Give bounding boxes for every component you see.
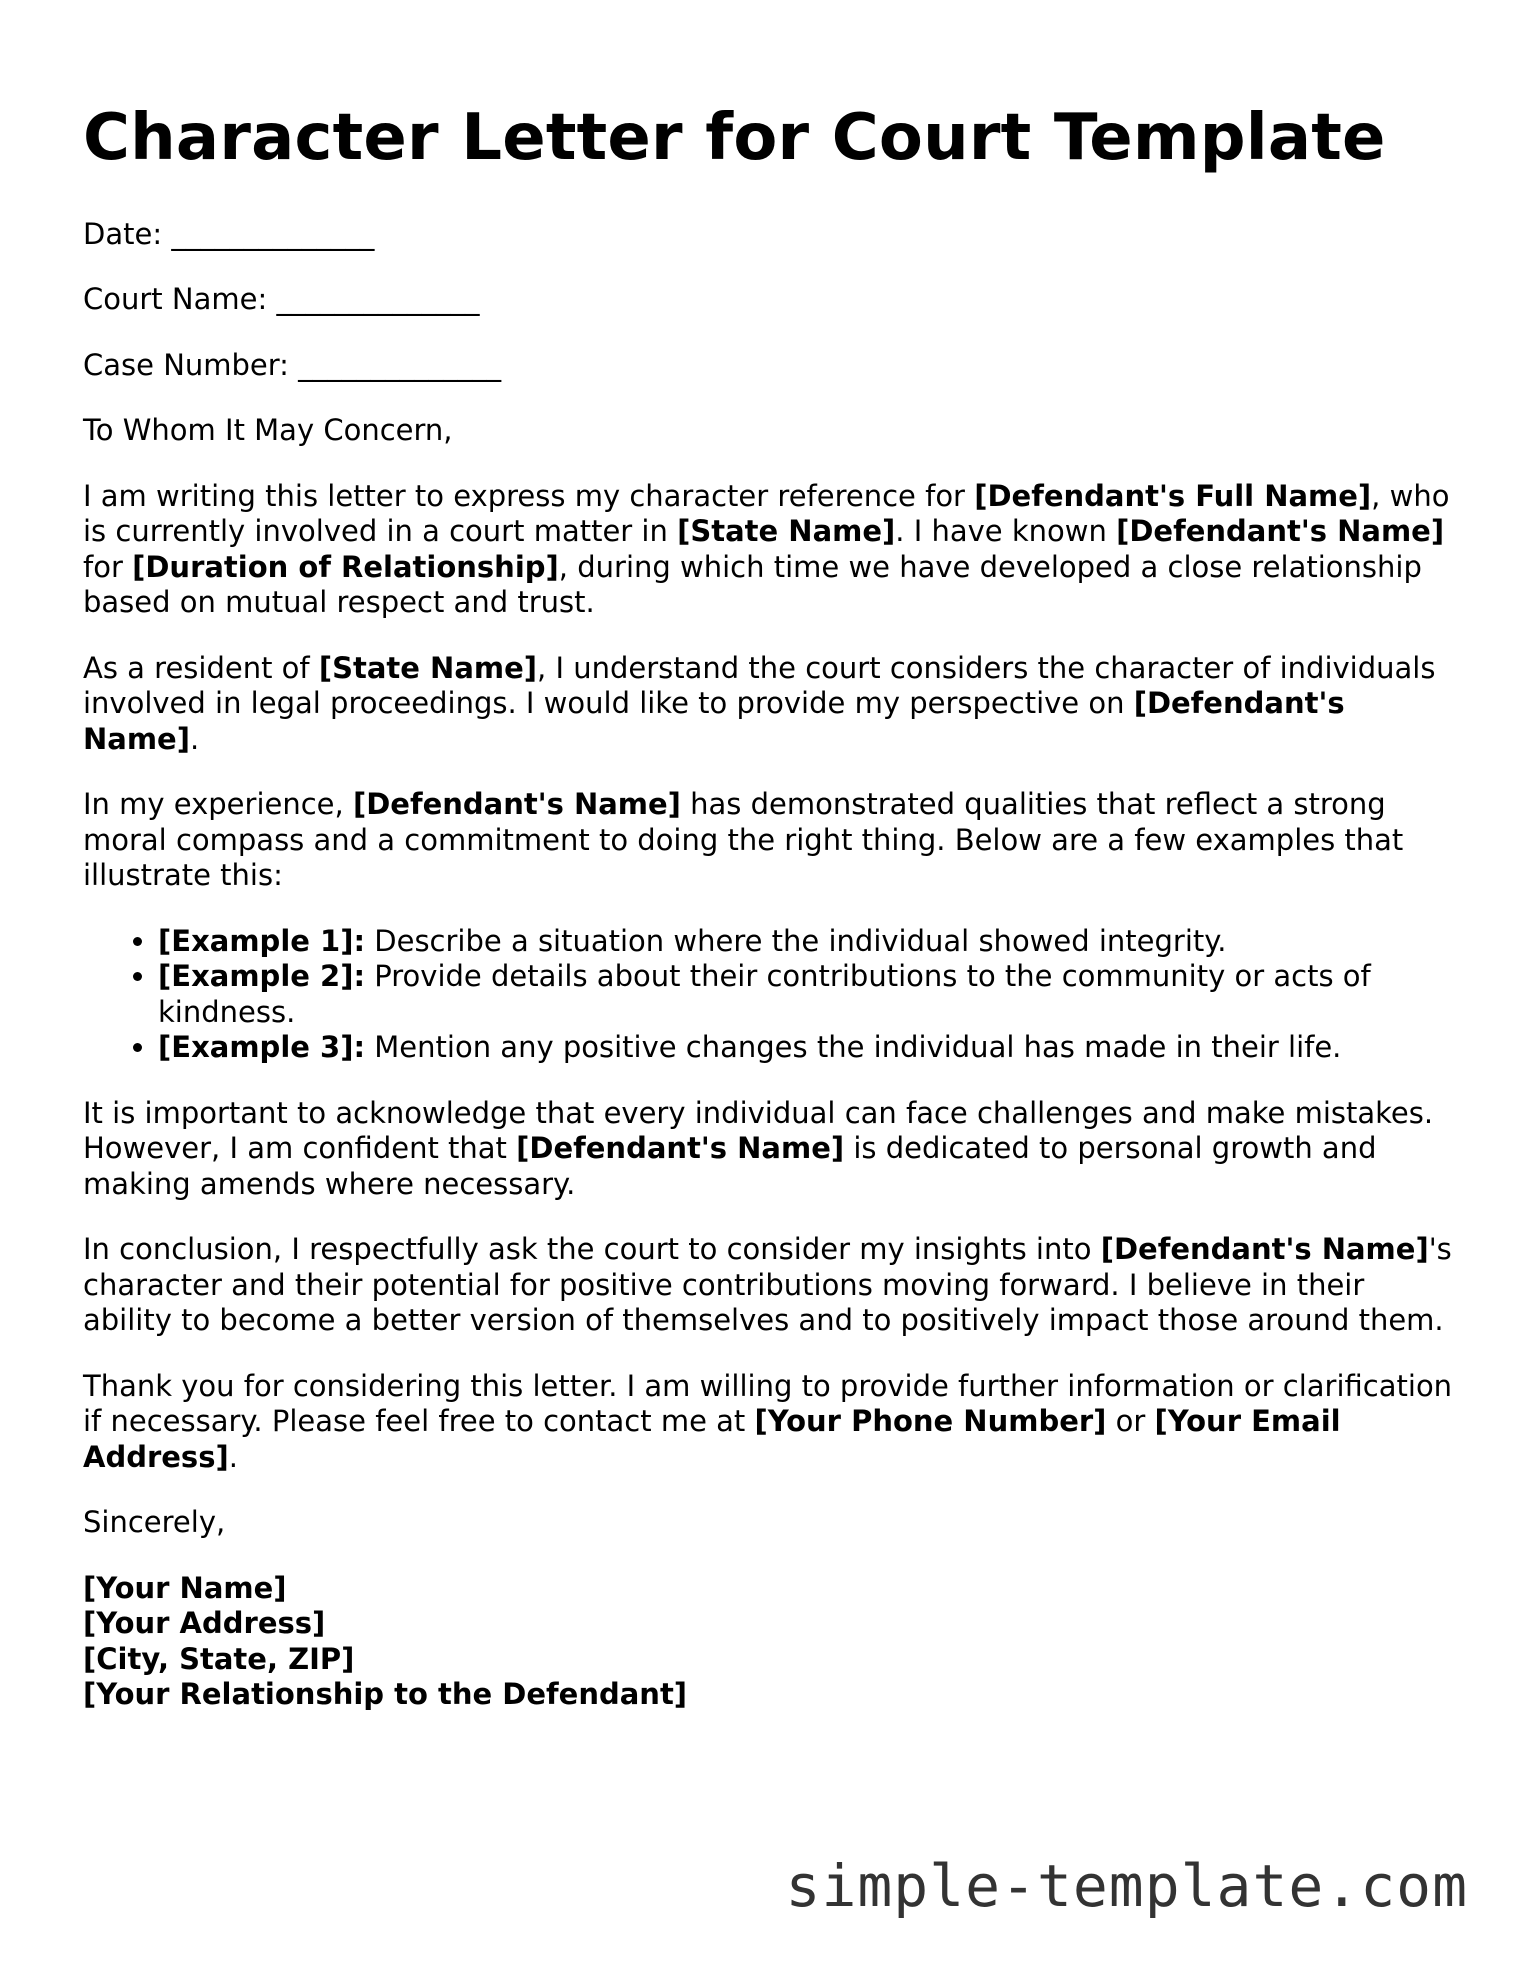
page-title: Character Letter for Court Template <box>83 101 1386 175</box>
date-label: Date: <box>83 216 163 251</box>
placeholder-defendant-name: [Defendant's Name] <box>516 1131 845 1166</box>
paragraph-residence <box>83 651 1453 758</box>
case-number-label: Case Number: <box>83 347 289 382</box>
text-run: . <box>189 721 200 756</box>
text-run: I am writing this letter to express my character reference for <box>83 478 975 513</box>
paragraph-conclusion <box>83 1232 1453 1339</box>
text-run: . I have known <box>895 514 1117 549</box>
text-run: is dedicated to personal growth and making amends where necessary. <box>83 1131 1377 1201</box>
list-item <box>158 1030 1453 1066</box>
placeholder-defendant-name: [Defendant's Name] <box>1116 514 1445 549</box>
date-field <box>83 217 1453 253</box>
signature-relationship: [Your Relationship to the Defendant] <box>83 1677 688 1712</box>
closing: Sincerely, <box>83 1505 226 1540</box>
date-blank: ______________ <box>171 216 375 251</box>
text-run: or <box>1106 1404 1155 1439</box>
signature-name: [Your Name] <box>83 1570 287 1605</box>
text-run: , I understand the court considers the character of individuals involved in legal proceedings. I would like to provide my perspective on <box>83 650 1436 721</box>
placeholder-defendant-full-name: [Defendant's Full Name] <box>974 478 1372 513</box>
text-run: . <box>228 1439 238 1474</box>
case-number-blank: ______________ <box>298 347 502 382</box>
example-text: Provide details about their contributions to the community or acts of kindness. <box>158 959 1371 1029</box>
list-item <box>158 924 1453 960</box>
placeholder-state-name: [State Name] <box>677 514 896 549</box>
paragraph-contact <box>83 1369 1453 1476</box>
watermark: simple-template.com <box>785 1852 1468 1920</box>
paragraph-experience <box>83 787 1453 894</box>
example-label: [Example 1]: <box>158 923 366 958</box>
text-run: , who is currently involved in a court matter in <box>83 478 1450 549</box>
list-item <box>158 959 1453 1030</box>
case-number-field <box>83 348 1453 384</box>
text-run: has demonstrated qualities that reflect a strong moral compass and a commitment to doing the right thing. Below are a few examples that illustrate this: <box>83 787 1404 893</box>
example-text: Mention any positive changes the individual has made in their life. <box>365 1030 1342 1065</box>
text-run: , during which time we have developed a close relationship based on mutual respect and trust. <box>83 549 1422 620</box>
text-run: 's character and their potential for positive contributions moving forward. I believe in their ability to become a better version of themselves and to positively impact those around them. <box>83 1232 1452 1338</box>
signature-block <box>83 1571 1453 1713</box>
example-label: [Example 3]: <box>158 1030 366 1065</box>
signature-city: [City, State, ZIP] <box>83 1641 355 1676</box>
paragraph-growth <box>83 1096 1453 1203</box>
text-run: In my experience, <box>83 787 353 822</box>
paragraph-intro <box>83 479 1453 621</box>
placeholder-state-name: [State Name] <box>318 650 538 685</box>
placeholder-phone-number: [Your Phone Number] <box>754 1404 1107 1439</box>
examples-list <box>83 924 1453 1066</box>
court-name-blank: ______________ <box>276 282 480 317</box>
salutation: To Whom It May Concern, <box>83 413 453 448</box>
text-run: As a resident of <box>83 650 319 685</box>
text-run: Thank you for considering this letter. I am willing to provide further information or clarification if necessary. Please feel free to contact me at <box>83 1368 1453 1439</box>
letter-page <box>83 100 1453 1713</box>
example-label: [Example 2]: <box>158 959 366 994</box>
placeholder-duration: [Duration of Relationship] <box>132 549 559 584</box>
placeholder-email-address: [Your Email Address] <box>83 1404 1341 1474</box>
signature-address: [Your Address] <box>83 1606 326 1641</box>
text-run: It is important to acknowledge that every individual can face challenges and make mistakes. However, I am confident that <box>83 1095 1434 1166</box>
court-name-field <box>83 282 1453 318</box>
text-run: for <box>83 549 133 584</box>
placeholder-defendant-name: [Defendant's Name] <box>1100 1232 1429 1267</box>
placeholder-defendant-name: [Defendant's Name] <box>352 787 681 822</box>
placeholder-defendant-name: [Defendant's Name] <box>83 686 1345 756</box>
court-name-label: Court Name: <box>83 282 268 317</box>
example-text: Describe a situation where the individual showed integrity. <box>365 923 1227 958</box>
text-run: In conclusion, I respectfully ask the court to consider my insights into <box>83 1232 1101 1267</box>
